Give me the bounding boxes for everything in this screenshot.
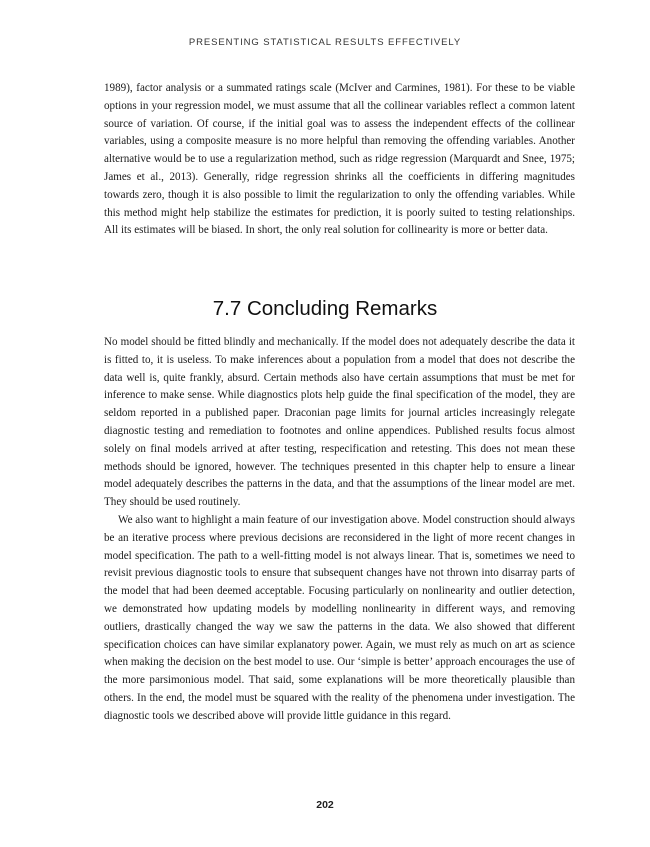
page-number: 202 [316,799,334,811]
body-text-top [104,80,575,240]
paragraph-concluding-1: No model should be fitted blindly and mechanically. If the model does not adequately describe the data it is fitted to, it is useless. To make inferences about a population from a model that does not describe the data well is, quite frankly, absurd. Certain methods also have certain assumptions that must be met for inference to make sense. While diagnostics plots help guide the final specification of the model, they are seldom reported in a published paper. Draconian page limits for journal articles increasingly relegate diagnostic testing and remediation to footnotes and online appendices. Published results focus almost solely on final models arrived at after testing, respecification and retesting. This does not mean these methods should be ignored, however. The techniques presented in this chapter help to ensure a linear model adequately describes the patterns in the data, and that the assumptions of the linear model are met. They should be used routinely. [104,336,575,509]
body-text-section [104,334,575,726]
running-head: PRESENTING STATISTICAL RESULTS EFFECTIVELY [188,37,462,48]
section-title: 7.7 Concluding Remarks [212,297,438,320]
paragraph-concluding-2: We also want to highlight a main feature of our investigation above. Model construction should always be an iterative process where previous decisions are reconsidered in the light of more recent changes in model specification. The path to a well-fitting model is not always linear. That is, sometimes we need to revisit previous diagnostic tools to ensure that subsequent changes have not thrown into disarray parts of the model that had been deemed acceptable. Focusing particularly on nonlinearity and outlier detection, we demonstrated how updating models by modelling nonlinearity in different ways, and removing outliers, drastically changed the way we saw the patterns in the data. We also showed that different specification choices can have similar explanatory power. Again, we must rely as much on art as science when making the decision on the best model to use. Our ‘simple is better’ approach encourages the use of the more parsimonious model. That said, some explanations will be more theoretically plausible than others. In the end, the model must be squared with the reality of the phenomena under investigation. The diagnostic tools we described above will provide little guidance in this regard. [104,513,575,722]
paragraph-intro: 1989), factor analysis or a summated ratings scale (McIver and Carmines, 1981). For these to be viable options in your regression model, we must assume that all the collinear variables reflect a common latent source of variation. Of course, if the initial goal was to assess the independent effects of the collinear variables, using a composite measure is no more helpful than removing the offending variables. Another alternative would be to use a regularization method, such as ridge regression (Marquardt and Snee, 1975; James et al., 2013). Generally, ridge regression shrinks all the coefficients in differing magnitudes towards zero, though it is also possible to limit the regularization to only the offending variables. While this method might help stabilize the estimates for prediction, it is poorly suited to testing relationships. All its estimates will be biased. In short, the only real solution for collinearity is more or better data. [104,82,575,237]
